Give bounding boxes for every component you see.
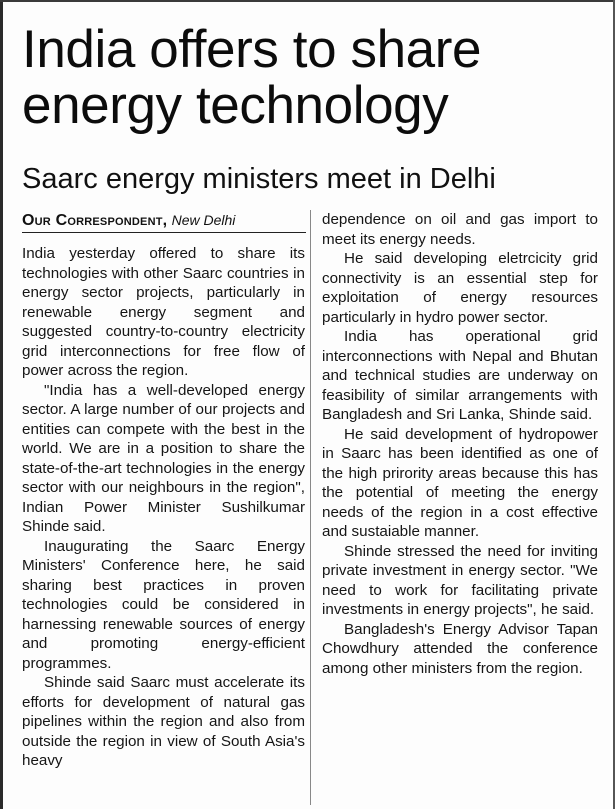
paragraph: dependence on oil and gas import to meet its energy needs. <box>322 211 598 248</box>
paragraph: India yesterday offered to share its technologies with other Saarc countries in energy sector projects, particularly in renewable energy segment and suggested country-to-country electricity grid interconnections for free flow of power across the region. <box>22 245 305 379</box>
subheadline: Saarc energy ministers meet in Delhi <box>22 163 496 195</box>
clipping-edge-top <box>0 0 615 2</box>
byline <box>22 210 307 231</box>
headline: India offers to share energy technology <box>22 20 482 135</box>
paragraph: Bangladesh's Energy Advisor Tapan Chowdhury attended the conference among other ministers from the region. <box>322 620 598 677</box>
paragraph: He said development of hydropower in Saarc has been identified as one of the high prirority areas because this has the potential of meeting the energy needs of the region in a cost effective and sustaiable manner. <box>322 425 598 540</box>
byline-location: New Delhi <box>171 212 236 228</box>
paragraph: India has operational grid interconnections with Nepal and Bhutan and technical studies are underway on feasibility of similar arrangements with Bangladesh and Sri Lanka, Shinde said. <box>322 328 598 423</box>
paragraph: "India has a well-developed energy sector. A large number of our projects and entities can compete with the best in the world. We are in a position to share the state-of-the-art technologies in the energy sector with our neighbours in the region", Indian Power Minister Sushilkumar Shinde said. <box>22 381 305 535</box>
paragraph: He said developing eletrcicity grid connectivity is an essential step for exploitation of energy resources particularly in hydro power sector. <box>322 250 598 326</box>
paragraph: Shinde said Saarc must accelerate its efforts for development of natural gas pipelines within the region and also from outside the region in view of South Asia's heavy <box>22 674 305 769</box>
byline-author: Our Correspondent, <box>22 212 168 229</box>
article-column-1 <box>22 244 305 771</box>
paragraph: Shinde stressed the need for inviting private investment in energy sector. "We need to work for facilitating private investments in energy projects", he said. <box>322 542 598 618</box>
paragraph: Inaugurating the Saarc Energy Ministers' Conference here, he said sharing best practices in proven technologies could be considered in harnessing renewable sources of energy and promoting energy-efficient programmes. <box>22 537 305 672</box>
article-column-2 <box>322 210 598 678</box>
column-divider <box>310 210 311 805</box>
byline-divider <box>22 232 306 233</box>
clipping-edge-left <box>0 0 3 809</box>
